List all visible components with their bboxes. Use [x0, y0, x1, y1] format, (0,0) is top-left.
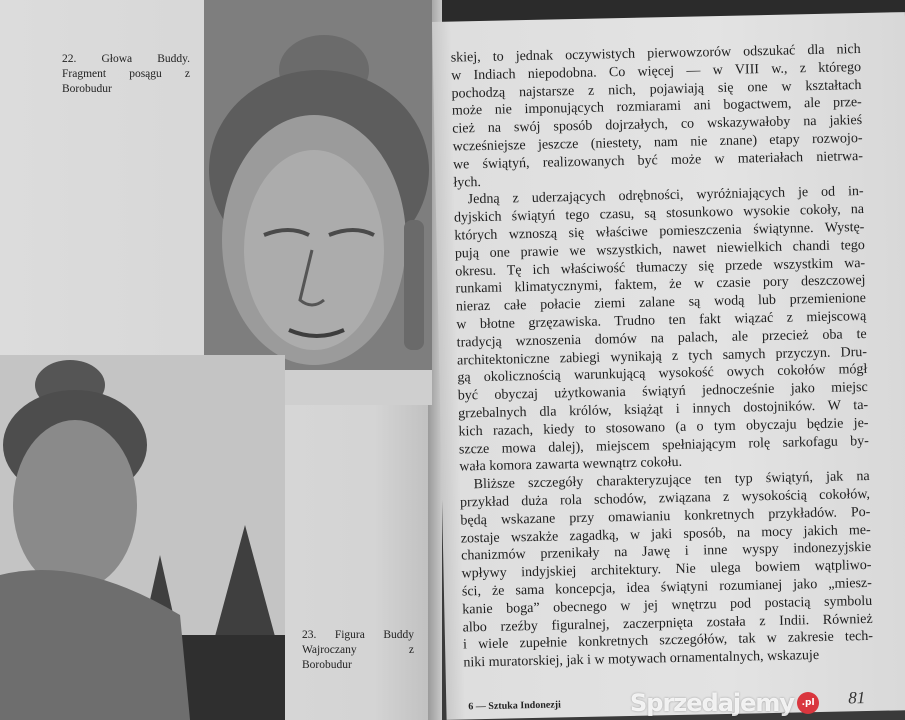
text-line: przykład duża rola schodów, związana z wysokością cokołów, [459, 486, 871, 511]
text-line: cież na swój sposób dojrzałych, co wskazywałoby na jakieś [452, 113, 863, 137]
body-text [451, 41, 874, 672]
text-line: w Indiach niepodobna. Co więcej — w VIII w., z którego [450, 59, 862, 84]
text-line: ści, że sama koncepcja, idea świątyni rozumianej jako „miesz- [461, 575, 873, 600]
text-line: chanizmów przenikały na Jawę i inne wyspy indonezyjskie [461, 540, 872, 564]
text-line: architektoniczne zabiegi wynikają z tych samych przyczyn. Dru- [456, 344, 868, 369]
text-line: pują one prawie we wszystkich, nawet niewielkich chandi tego [454, 237, 865, 262]
text-line: kich razach, kiedy to stosowano (a o tym obyczaju będzie je- [458, 415, 869, 440]
text-line: może nie imponujących rozmiarami ani bogactwem, ale prze- [451, 95, 862, 119]
text-line: gą okolicznością warunkującą wysokość owych cokołów mógł [457, 362, 868, 386]
text-line: kanie boga” obecnego w jej wnętrzu pod postacią symbolu [462, 593, 873, 618]
text-line: okresu. Tę ich właściwość tłumaczy się przede wszystkim wa- [455, 255, 866, 280]
text-line: skiej, to jednak oczywistych pierwowzorów odszukać dla nich [450, 42, 861, 66]
page-number: 81 [848, 688, 866, 708]
text-line: grzebalnych dla królów, książąt i innych dostojników. W ta- [458, 397, 869, 422]
text-line: pochodzą najstarsze z nich, pojawiają się one w kształtach [451, 77, 862, 102]
text-line: w błotne grzęzawiska. Trudno ten fakt wiązać z miejscową [456, 308, 867, 333]
text-line: tradycją wznoszenia domów na palach, ale przecież oba te [456, 326, 867, 351]
text-line: Bliższe szczegóły charakteryzujące ten typ świątyń, jak na [473, 469, 870, 493]
text-line: będą wskazane przy omawianiu konkretnych przykładów. Po- [460, 504, 871, 529]
text-line: i wiele zupełnie konkretnych szczegółów, tak w zakresie tech- [462, 629, 874, 653]
text-line: łych. [453, 174, 482, 191]
buddha-statue-photo [0, 355, 285, 720]
text-line: wała komora zawarta wewnątrz cokołu. [459, 455, 683, 475]
figure-22-caption: 22. Głowa Buddy. Fragment posągu z Borobudur [62, 53, 190, 95]
figure-23-caption: 23. Figura Buddy Wajroczany z Borobudur [302, 629, 414, 671]
text-line: dyjskich świątyń tego czasu, są stosunkowo wysokie cokoły, na [453, 202, 865, 226]
text-line: wcześniejsze jeszcze (niestety, nam nie znane) etapy rozwojo- [452, 130, 863, 155]
text-line: których wznoszą się właściwe pomieszczenia świątynne. Wystę- [454, 219, 865, 244]
text-line: zostaje wszakże zagadką, w jaki sposób, na mocy jakich me- [460, 522, 871, 547]
text-line: albo rzeźby figuralnej, zaczerpnięta została z Indii. Również [462, 611, 873, 635]
text-line: nieraz całe połacie ziemi zalane są wodą lub przemienione [455, 291, 867, 315]
text-line: wpływy indyjskiej architektury. Nie ulega bowiem wątpliwo- [461, 558, 872, 582]
text-line: być obyczaj użytkowania świątyń jednocześnie jako miejsc [457, 380, 868, 404]
watermark-logo: Sprzedajemy [630, 689, 795, 717]
right-page [432, 12, 905, 720]
buddha-head-photo [204, 0, 432, 405]
text-line: Jedną z uderzających odrębności, wyróżniających je od in- [467, 184, 864, 208]
watermark [630, 690, 819, 716]
text-line: niki muratorskiej, jak i w motywach ornamentalnych, wskazuje [463, 648, 820, 671]
running-footer: 6 — Sztuka Indonezji [468, 699, 561, 713]
text-line: runkami klimatycznymi, faktem, że w czasie pory deszczowej [455, 273, 866, 297]
text-line: szcze mowa dalej), miejscem spełniającym rolę sarkofagu by- [458, 433, 870, 458]
watermark-badge: .pl [797, 692, 819, 714]
text-line: we świątyń, realizowanych być może w materiałach nietrwa- [452, 148, 864, 173]
